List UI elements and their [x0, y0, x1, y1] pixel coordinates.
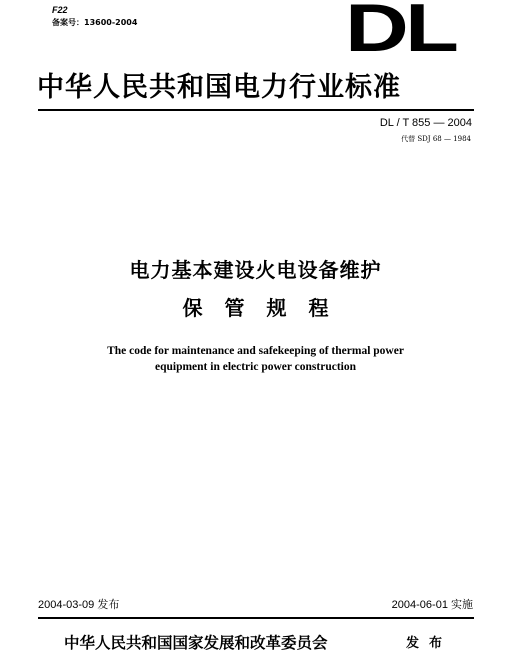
standard-number: DL / T 855 — 2004: [379, 117, 472, 129]
replaced-standard: 代替 SDJ 68 — 1984: [401, 135, 471, 143]
classification-code: F22: [52, 5, 68, 15]
document-title-line2: 保管规程: [182, 296, 351, 320]
english-title-line2: equipment in electric power construction: [154, 361, 356, 373]
standard-header: 中华人民共和国电力行业标准: [37, 72, 401, 103]
header-divider: [38, 109, 474, 111]
dl-logo: DL: [345, 0, 456, 66]
issuing-authority: 中华人民共和国国家发展和改革委员会: [64, 634, 328, 652]
implementation-date: 2004-06-01 实施: [391, 599, 473, 611]
document-title: 电力基本建设火电设备维护: [129, 258, 382, 282]
english-title: [0, 343, 511, 375]
english-title-line1: The code for maintenance and safekeeping of thermal power: [107, 345, 404, 357]
footer-divider: [38, 617, 474, 619]
publish-label: 发布: [406, 636, 453, 651]
filing-number: 备案号：13600-2004: [52, 18, 138, 27]
issue-date: 2004-03-09 发布: [38, 599, 120, 611]
